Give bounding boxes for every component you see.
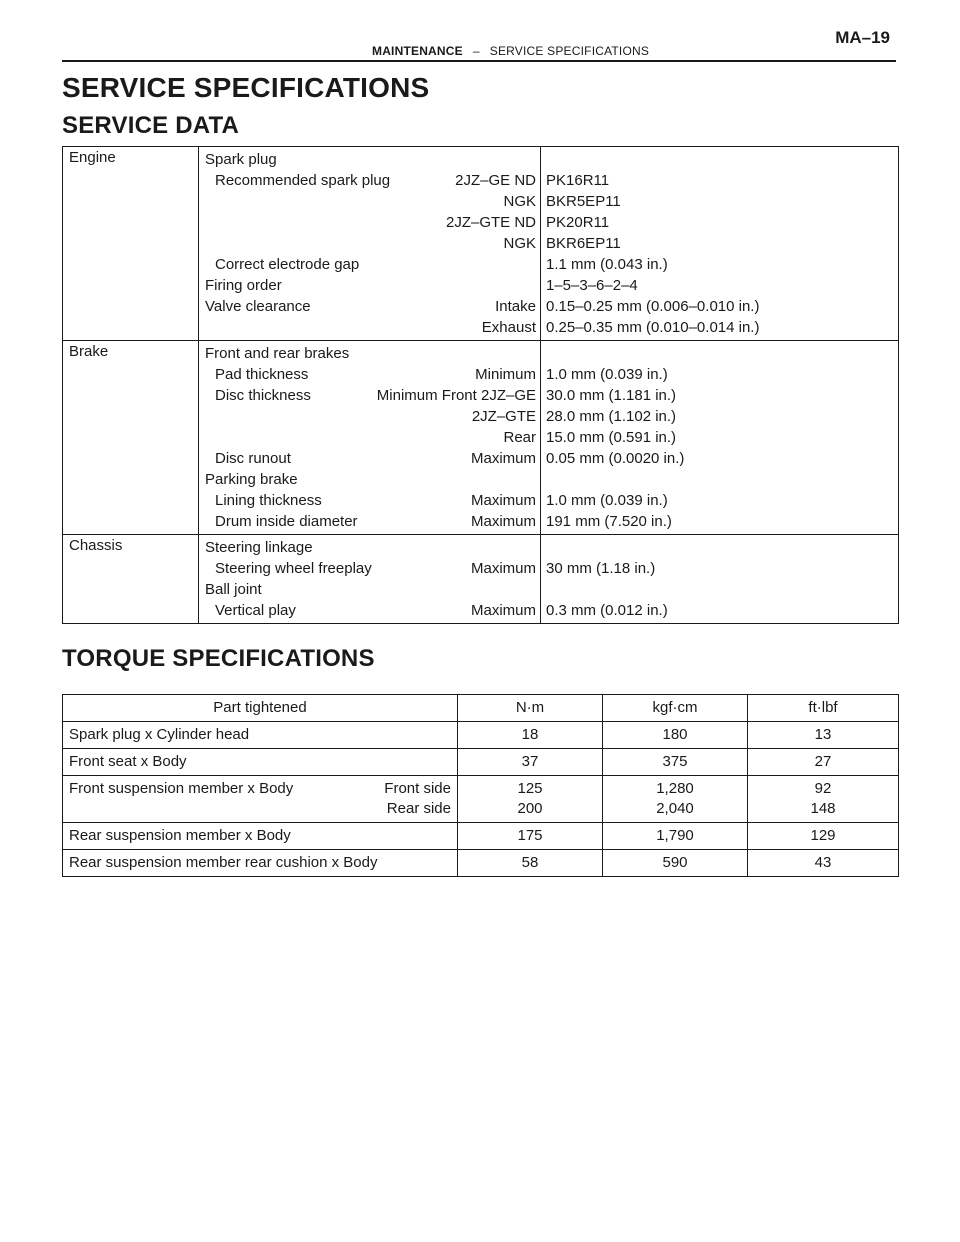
- spec-item-label: [205, 427, 215, 448]
- spec-item-line: [205, 149, 536, 170]
- column-header-part: Part tightened: [63, 695, 458, 722]
- spec-item-line: [205, 254, 536, 275]
- header-subsection: SERVICE SPECIFICATIONS: [489, 44, 650, 58]
- spec-item-qualifier: Maximum: [470, 602, 536, 619]
- spec-item-line: [205, 170, 536, 191]
- torque-kgfcm-value: 180: [662, 726, 688, 743]
- spec-item-label: Disc thickness: [215, 387, 311, 404]
- spec-item-line: [205, 296, 536, 317]
- torque-kgfcm-value: 1,790: [656, 827, 694, 844]
- torque-kgfcm-value: 590: [662, 854, 688, 871]
- spec-value: 191 mm (7.520 in.): [546, 513, 672, 530]
- torque-value-cell: [458, 722, 603, 749]
- spec-value: [546, 343, 892, 364]
- torque-heading: TORQUE SPECIFICATIONS: [62, 645, 375, 672]
- spec-item-line: [205, 212, 536, 233]
- spec-item-qualifier: Maximum: [470, 513, 536, 530]
- torque-row: [63, 776, 899, 823]
- torque-nm-value: 175: [517, 827, 543, 844]
- torque-value-cell: [748, 823, 899, 850]
- spec-item-label: Firing order: [205, 277, 282, 294]
- spec-value: 1.0 mm (0.039 in.): [546, 366, 668, 383]
- spec-item-label: Valve clearance: [205, 298, 311, 315]
- torque-row: [63, 722, 899, 749]
- spec-item-line: [205, 511, 536, 532]
- spec-item-label: Ball joint: [205, 581, 262, 598]
- spec-item-label: [205, 212, 215, 233]
- spec-item-qualifier: 2JZ–GTE ND: [445, 214, 536, 231]
- spec-item-qualifier: Maximum: [470, 450, 536, 467]
- page-number: MA–19: [835, 28, 890, 47]
- spec-item-label: Front and rear brakes: [205, 345, 350, 362]
- spec-item-qualifier: NGK: [503, 235, 536, 252]
- spec-value: 1.1 mm (0.043 in.): [546, 256, 668, 273]
- spec-value: 30.0 mm (1.181 in.): [546, 387, 677, 404]
- spec-item-qualifier: 2JZ–GE ND: [455, 172, 536, 189]
- service-data-table: [62, 146, 899, 624]
- torque-value-cell: [603, 823, 748, 850]
- torque-part-name: Front seat x Body: [69, 753, 187, 770]
- torque-position-label: Front side: [384, 780, 451, 797]
- page-title: SERVICE SPECIFICATIONS: [62, 72, 430, 103]
- torque-value-cell: [603, 749, 748, 776]
- spec-item-line: [205, 600, 536, 621]
- spec-value: 0.05 mm (0.0020 in.): [546, 450, 685, 467]
- spec-value: BKR6EP11: [546, 235, 621, 252]
- torque-part-cell: [63, 850, 458, 877]
- spec-items-cell: [199, 341, 541, 535]
- spec-row: [63, 535, 899, 624]
- spec-values-cell: [541, 147, 899, 341]
- torque-part-cell: [63, 749, 458, 776]
- spec-items-cell: [199, 147, 541, 341]
- spec-value: [546, 537, 892, 558]
- spec-item-line: [205, 364, 536, 385]
- spec-row: [63, 341, 899, 535]
- torque-part-name: Front suspension member x Body: [69, 780, 294, 797]
- spec-value: 30 mm (1.18 in.): [546, 560, 656, 577]
- spec-category: Engine: [63, 147, 199, 341]
- torque-kgfcm-value: 375: [662, 753, 688, 770]
- spec-item-qualifier: Maximum: [470, 560, 536, 577]
- spec-item-line: [205, 317, 536, 338]
- spec-item-label: Correct electrode gap: [215, 256, 360, 273]
- torque-row: [63, 823, 899, 850]
- spec-value: PK16R11: [546, 172, 610, 189]
- spec-item-qualifier: NGK: [503, 193, 536, 210]
- torque-value-cell: [458, 823, 603, 850]
- column-header-nm: N·m: [458, 695, 603, 722]
- spec-item-line: [205, 448, 536, 469]
- torque-row: [63, 749, 899, 776]
- torque-part-cell: [63, 823, 458, 850]
- spec-items-cell: [199, 535, 541, 624]
- spec-item-label: Steering linkage: [205, 539, 313, 556]
- torque-nm-value: 125: [517, 780, 543, 797]
- header-separator: –: [472, 44, 480, 58]
- spec-item-line: [205, 275, 536, 296]
- spec-item-label: Pad thickness: [215, 366, 309, 383]
- torque-row: [63, 850, 899, 877]
- spec-value: 0.15–0.25 mm (0.006–0.010 in.): [546, 298, 760, 315]
- torque-ftlbf-value: 27: [814, 753, 832, 770]
- spec-value: 0.3 mm (0.012 in.): [546, 602, 668, 619]
- spec-item-line: [205, 385, 536, 406]
- torque-positions: [384, 779, 451, 819]
- torque-value-cell: [603, 776, 748, 823]
- spec-item-line: [205, 427, 536, 448]
- torque-value-cell: [603, 722, 748, 749]
- spec-value: 1–5–3–6–2–4: [546, 277, 638, 294]
- spec-item-label: Vertical play: [215, 602, 296, 619]
- torque-part-cell: [63, 776, 458, 823]
- spec-item-label: Spark plug: [205, 151, 277, 168]
- spec-value: 28.0 mm (1.102 in.): [546, 408, 677, 425]
- spec-item-label: Parking brake: [205, 471, 298, 488]
- spec-item-line: [205, 343, 536, 364]
- spec-item-label: Drum inside diameter: [215, 513, 358, 530]
- spec-item-line: [205, 406, 536, 427]
- torque-ftlbf-value: 43: [814, 854, 832, 871]
- spec-item-line: [205, 558, 536, 579]
- spec-item-qualifier: Minimum: [475, 366, 536, 383]
- torque-ftlbf-value: 148: [810, 800, 836, 817]
- spec-category: Brake: [63, 341, 199, 535]
- service-data-heading: SERVICE DATA: [62, 112, 240, 139]
- spec-item-line: [205, 490, 536, 511]
- spec-value: [546, 469, 892, 490]
- spec-item-qualifier: Exhaust: [481, 319, 536, 336]
- spec-value: 1.0 mm (0.039 in.): [546, 492, 668, 509]
- spec-value: PK20R11: [546, 214, 610, 231]
- spec-item-qualifier: Intake: [495, 298, 536, 315]
- spec-item-line: [205, 579, 536, 600]
- torque-nm-value: 58: [521, 854, 539, 871]
- torque-value-cell: [458, 776, 603, 823]
- spec-item-qualifier: 2JZ–GTE: [471, 408, 536, 425]
- page-header: [62, 24, 896, 62]
- torque-value-cell: [748, 776, 899, 823]
- spec-item-qualifier: Rear: [503, 429, 536, 446]
- torque-kgfcm-value: 2,040: [656, 800, 694, 817]
- spec-item-label: Disc runout: [215, 450, 291, 467]
- torque-part-name: Rear suspension member x Body: [69, 827, 291, 844]
- torque-value-cell: [458, 850, 603, 877]
- torque-part-cell: [63, 722, 458, 749]
- spec-value: 15.0 mm (0.591 in.): [546, 429, 677, 446]
- torque-kgfcm-value: 1,280: [656, 780, 694, 797]
- spec-value: 0.25–0.35 mm (0.010–0.014 in.): [546, 319, 760, 336]
- torque-table: [62, 694, 899, 877]
- spec-value: [546, 579, 892, 600]
- torque-nm-value: 18: [521, 726, 539, 743]
- spec-item-line: [205, 469, 536, 490]
- torque-value-cell: [458, 749, 603, 776]
- spec-item-qualifier: Maximum: [470, 492, 536, 509]
- spec-value: [546, 149, 892, 170]
- spec-item-label: Recommended spark plug: [215, 172, 391, 189]
- torque-part-name: Rear suspension member rear cushion x Body: [69, 854, 378, 871]
- torque-value-cell: [748, 749, 899, 776]
- column-header-kgfcm: kgf·cm: [603, 695, 748, 722]
- torque-ftlbf-value: 129: [810, 827, 836, 844]
- torque-ftlbf-value: 13: [814, 726, 832, 743]
- spec-item-line: [205, 191, 536, 212]
- torque-nm-value: 37: [521, 753, 539, 770]
- torque-nm-value: 200: [517, 800, 543, 817]
- spec-item-line: [205, 537, 536, 558]
- torque-position-label: Rear side: [386, 800, 451, 817]
- running-header: [372, 44, 649, 58]
- spec-category: Chassis: [63, 535, 199, 624]
- torque-value-cell: [603, 850, 748, 877]
- spec-item-label: Lining thickness: [215, 492, 322, 509]
- column-header-ftlbf: ft·lbf: [748, 695, 899, 722]
- spec-values-cell: [541, 341, 899, 535]
- torque-value-cell: [748, 722, 899, 749]
- spec-values-cell: [541, 535, 899, 624]
- spec-item-label: [205, 191, 215, 212]
- spec-item-label: Steering wheel freeplay: [215, 560, 372, 577]
- spec-row: [63, 147, 899, 341]
- torque-value-cell: [748, 850, 899, 877]
- torque-part-name: Spark plug x Cylinder head: [69, 726, 250, 743]
- torque-ftlbf-value: 92: [814, 780, 832, 797]
- spec-value: BKR5EP11: [546, 193, 621, 210]
- torque-header-row: [63, 695, 899, 722]
- spec-item-qualifier: Minimum Front 2JZ–GE: [376, 387, 536, 404]
- spec-item-label: [205, 406, 215, 427]
- spec-item-label: [205, 233, 215, 254]
- header-section: MAINTENANCE: [372, 44, 463, 58]
- spec-item-line: [205, 233, 536, 254]
